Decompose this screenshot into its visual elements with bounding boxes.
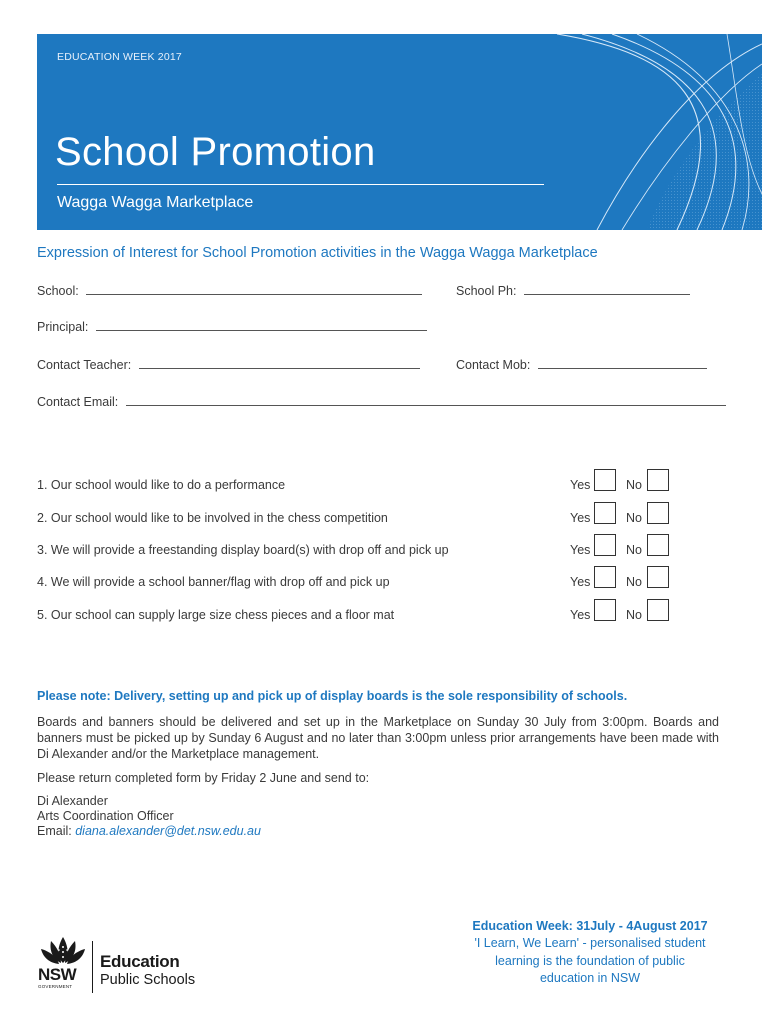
waratah-icon <box>37 933 89 965</box>
footer-block <box>440 917 740 988</box>
question-3: 3. We will provide a freestanding display board(s) with drop off and pick up <box>37 543 449 557</box>
no-label: No <box>626 608 642 622</box>
nsw-education-logo <box>37 933 227 993</box>
question-4: 4. We will provide a school banner/flag with drop off and pick up <box>37 575 390 589</box>
school-ph-label: School Ph: <box>456 284 517 298</box>
title-divider <box>57 184 544 185</box>
contact-teacher-field <box>37 358 420 372</box>
header-banner <box>37 34 762 230</box>
footer-line: education in NSW <box>539 971 641 985</box>
logo-public-schools-text: Public Schools <box>100 972 196 988</box>
logo-education-text: Education <box>100 952 180 971</box>
question-3-yes-checkbox[interactable] <box>594 534 616 556</box>
logo-government-text: GOVERNMENT <box>38 984 73 989</box>
yes-label: Yes <box>570 511 591 525</box>
question-2-no-checkbox[interactable] <box>647 502 669 524</box>
question-1: 1. Our school would like to do a performance <box>37 478 286 492</box>
event-label: EDUCATION WEEK 2017 <box>57 51 182 63</box>
yes-label: Yes <box>570 608 591 622</box>
contact-email-field <box>37 395 726 409</box>
question-2-yes-checkbox[interactable] <box>594 502 616 524</box>
contact-email-row <box>37 824 261 840</box>
footer-line: learning is the foundation of public <box>495 953 685 968</box>
question-5: 5. Our school can supply large size chess pieces and a floor mat <box>37 608 395 622</box>
page-subtitle: Wagga Wagga Marketplace <box>57 194 254 211</box>
principal-label: Principal: <box>37 320 89 334</box>
email-label: Email: <box>37 824 72 838</box>
question-4-yes-checkbox[interactable] <box>594 566 616 588</box>
delivery-paragraph: Boards and banners should be delivered and set up in the Marketplace on Sunday 30 July from 3:00pm. Boards and banners must be picked up by Sunday 6 August and no later than 3:00pm unless prior arrangements have been made with Di Alexander and/or the Marketplace management. <box>37 715 719 761</box>
contact-mob-input[interactable] <box>538 358 707 369</box>
no-label: No <box>626 511 642 525</box>
footer-line: 'I Learn, We Learn' - personalised student <box>474 936 706 950</box>
page-title: School Promotion <box>55 130 376 174</box>
contact-mob-label: Contact Mob: <box>456 358 531 372</box>
question-4-no-checkbox[interactable] <box>647 566 669 588</box>
question-2: 2. Our school would like to be involved in the chess competition <box>37 511 388 525</box>
footer-title: Education Week: 31July - 4August 2017 <box>472 919 708 933</box>
contact-role: Arts Coordination Officer <box>37 809 174 823</box>
contact-teacher-input[interactable] <box>139 358 420 369</box>
yes-label: Yes <box>570 478 591 492</box>
school-input[interactable] <box>86 284 422 295</box>
logo-nsw-text: NSW <box>38 965 77 984</box>
contact-email-label: Contact Email: <box>37 395 119 409</box>
contact-teacher-label: Contact Teacher: <box>37 358 132 372</box>
delivery-note: Please note: Delivery, setting up and pick up of display boards is the sole responsibility of schools. <box>37 689 628 703</box>
question-3-no-checkbox[interactable] <box>647 534 669 556</box>
question-5-no-checkbox[interactable] <box>647 599 669 621</box>
contact-mob-field <box>456 358 707 372</box>
contact-name: Di Alexander <box>37 794 108 808</box>
logo-divider <box>92 941 93 993</box>
return-instruction: Please return completed form by Friday 2 June and send to: <box>37 771 370 785</box>
question-1-no-checkbox[interactable] <box>647 469 669 491</box>
yes-label: Yes <box>570 575 591 589</box>
no-label: No <box>626 478 642 492</box>
school-ph-input[interactable] <box>524 284 690 295</box>
question-1-yes-checkbox[interactable] <box>594 469 616 491</box>
contact-email-input[interactable] <box>126 395 726 406</box>
question-5-yes-checkbox[interactable] <box>594 599 616 621</box>
school-ph-field <box>456 284 690 298</box>
email-link[interactable]: diana.alexander@det.nsw.edu.au <box>75 824 261 838</box>
yes-label: Yes <box>570 543 591 557</box>
principal-field <box>37 320 427 334</box>
principal-input[interactable] <box>96 320 427 331</box>
intro-heading: Expression of Interest for School Promotion activities in the Wagga Wagga Marketplace <box>37 245 598 261</box>
school-label: School: <box>37 284 79 298</box>
school-field <box>37 284 422 298</box>
no-label: No <box>626 543 642 557</box>
no-label: No <box>626 575 642 589</box>
